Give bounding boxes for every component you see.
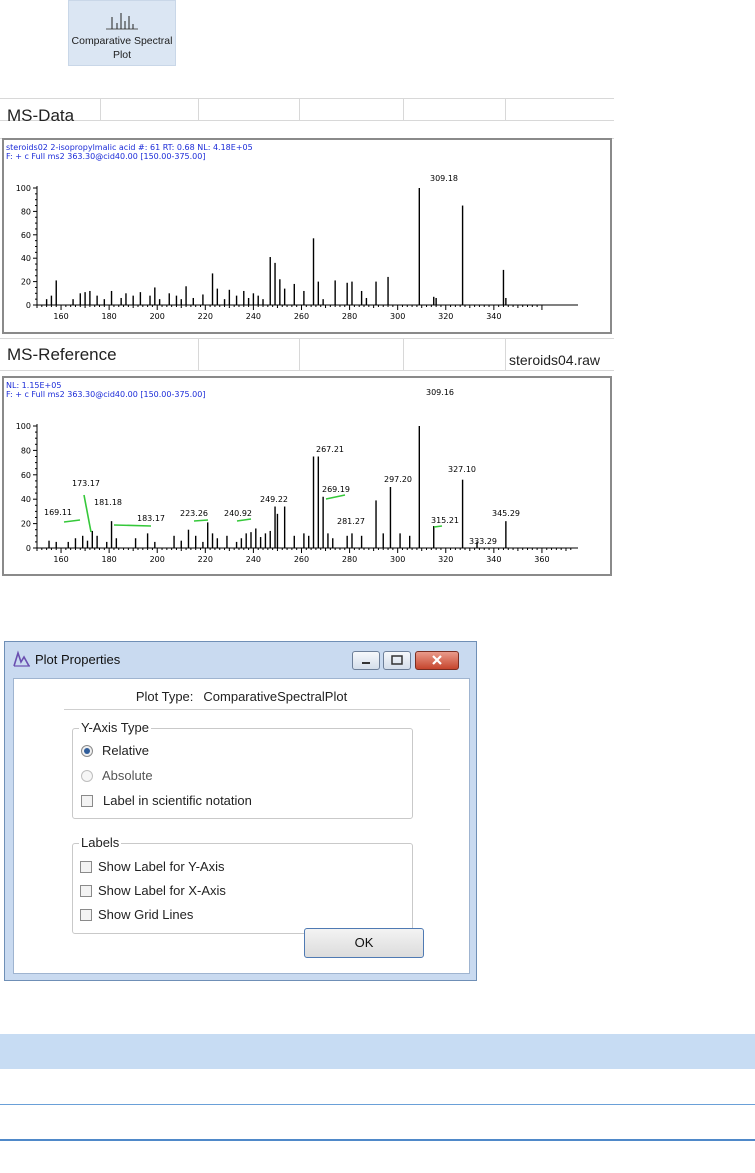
x-tick-label: 200 <box>149 555 165 564</box>
x-tick-label: 220 <box>197 555 213 564</box>
label-connector <box>64 520 80 522</box>
show-y-axis-label-text: Show Label for Y-Axis <box>98 859 225 874</box>
show-x-axis-label-checkbox[interactable] <box>80 883 226 898</box>
y-tick-label: 100 <box>15 184 31 193</box>
peak-label: 181.18 <box>94 498 122 507</box>
radio-selected-icon <box>81 745 93 757</box>
x-tick-label: 260 <box>293 312 310 321</box>
y-tick-label: 40 <box>20 495 31 505</box>
ms-reference-title: MS-Reference <box>7 345 117 364</box>
ms-data-spectrum-svg <box>4 140 610 332</box>
y-tick-label: 80 <box>20 446 31 456</box>
spreadsheet-area <box>0 98 614 578</box>
x-tick-label: 280 <box>341 555 358 564</box>
x-tick-label: 160 <box>53 555 69 564</box>
raw-file-name: steroids04.raw <box>509 352 601 368</box>
peak-label: 223.26 <box>180 509 208 518</box>
y-tick-label: 40 <box>20 254 31 264</box>
ok-button[interactable]: OK <box>304 928 424 958</box>
close-icon <box>416 652 458 669</box>
show-grid-lines-checkbox[interactable] <box>80 907 193 922</box>
label-connector <box>194 520 208 521</box>
scientific-notation-label: Label in scientific notation <box>103 793 252 808</box>
label-connector <box>237 519 251 521</box>
label-connector <box>84 495 91 532</box>
peak-label: 249.22 <box>260 495 288 504</box>
y-tick-label: 80 <box>20 207 31 217</box>
y-tick-label: 60 <box>20 470 31 480</box>
minimize-button[interactable] <box>352 651 380 670</box>
ms-data-header-line2: F: + c Full ms2 363.30@cid40.00 [150.00-375.00] <box>6 152 206 161</box>
x-tick-label: 320 <box>438 312 454 321</box>
x-tick-label: 240 <box>245 312 262 321</box>
show-y-axis-label-checkbox[interactable] <box>80 859 224 874</box>
y-axis-type-group <box>72 720 413 819</box>
x-tick-label: 240 <box>245 555 262 564</box>
y-tick-label: 100 <box>15 422 31 431</box>
ms-reference-spectrum-svg <box>4 378 610 574</box>
peak-label: 281.27 <box>337 517 365 526</box>
labels-legend: Labels <box>81 835 120 850</box>
relative-radio[interactable] <box>81 743 149 758</box>
table-row-divider <box>0 1104 755 1105</box>
dialog-title: Plot Properties <box>35 652 121 667</box>
peak-label: 333.29 <box>469 537 497 546</box>
show-grid-lines-text: Show Grid Lines <box>98 907 194 922</box>
dialog-separator <box>64 709 450 710</box>
x-tick-label: 200 <box>149 312 165 321</box>
y-tick-label: 60 <box>20 230 31 240</box>
table-header-band <box>0 1034 755 1069</box>
x-tick-label: 260 <box>293 555 310 564</box>
x-tick-label: 160 <box>53 312 69 321</box>
plot-type-label: Plot Type: <box>135 689 194 704</box>
ms-data-plot[interactable] <box>2 138 612 334</box>
plot-type-row <box>14 689 469 704</box>
y-tick-label: 0 <box>25 544 31 553</box>
x-tick-label: 320 <box>438 555 454 564</box>
peak-label: 345.29 <box>492 509 520 518</box>
checkbox-icon <box>80 885 92 897</box>
y-tick-label: 20 <box>20 519 31 529</box>
label-connector <box>114 525 151 526</box>
comparative-spectral-plot-button[interactable] <box>68 0 176 66</box>
ms-data-header-line1: steroids02 2-isopropylmalic acid #: 61 RT: 0.68 NL: 4.18E+05 <box>6 143 253 152</box>
ribbon-button-label-line2: Plot <box>112 49 132 61</box>
x-tick-label: 300 <box>390 312 406 321</box>
peak-label: 267.21 <box>316 445 344 454</box>
ribbon-button-label-line1: Comparative Spectral <box>71 35 173 47</box>
ms-reference-header-line2: F: + c Full ms2 363.30@cid40.00 [150.00-375.00] <box>6 390 206 399</box>
x-tick-label: 360 <box>534 555 550 564</box>
y-axis-type-legend: Y-Axis Type <box>81 720 149 735</box>
checkbox-icon <box>81 795 93 807</box>
peak-label: 309.16 <box>426 388 454 397</box>
table-bottom-border <box>0 1139 755 1141</box>
plot-properties-app-icon <box>13 650 31 668</box>
x-tick-label: 300 <box>390 555 406 564</box>
y-tick-label: 20 <box>20 277 31 287</box>
peak-label: 169.11 <box>44 508 72 517</box>
radio-disabled-icon <box>81 770 93 782</box>
x-tick-label: 220 <box>197 312 213 321</box>
close-button[interactable] <box>415 651 459 670</box>
spectrum-plot-icon <box>104 7 140 33</box>
peak-label: 327.10 <box>448 465 476 474</box>
checkbox-icon <box>80 861 92 873</box>
scientific-notation-checkbox[interactable] <box>81 793 252 808</box>
show-x-axis-label-text: Show Label for X-Axis <box>98 883 226 898</box>
peak-label: 240.92 <box>224 509 252 518</box>
label-connector <box>326 495 345 499</box>
ms-data-title: MS-Data <box>7 106 75 125</box>
label-connector <box>434 526 442 527</box>
dialog-titlebar[interactable] <box>5 642 476 678</box>
checkbox-icon <box>80 909 92 921</box>
labels-group <box>72 835 413 934</box>
peak-label: 309.18 <box>430 174 458 183</box>
ms-reference-header-line1: NL: 1.15E+05 <box>6 381 62 390</box>
x-tick-label: 280 <box>341 312 358 321</box>
plot-type-value: ComparativeSpectralPlot <box>203 689 348 704</box>
relative-label: Relative <box>102 743 149 758</box>
maximize-icon <box>384 652 410 669</box>
x-tick-label: 340 <box>486 312 502 321</box>
ms-reference-plot[interactable] <box>2 376 612 576</box>
absolute-label: Absolute <box>102 768 153 783</box>
minimize-icon <box>353 652 379 669</box>
peak-label: 173.17 <box>72 479 100 488</box>
absolute-radio[interactable] <box>81 768 153 783</box>
dialog-body <box>13 678 470 974</box>
peak-label: 269.19 <box>322 485 350 494</box>
x-tick-label: 180 <box>101 555 117 564</box>
maximize-button[interactable] <box>383 651 411 670</box>
x-tick-label: 340 <box>486 555 502 564</box>
peak-label: 183.17 <box>137 514 165 523</box>
x-tick-label: 180 <box>101 312 117 321</box>
y-tick-label: 0 <box>25 301 31 310</box>
plot-properties-dialog <box>4 641 477 981</box>
peak-label: 297.20 <box>384 475 412 484</box>
peak-label: 315.21 <box>431 516 459 525</box>
